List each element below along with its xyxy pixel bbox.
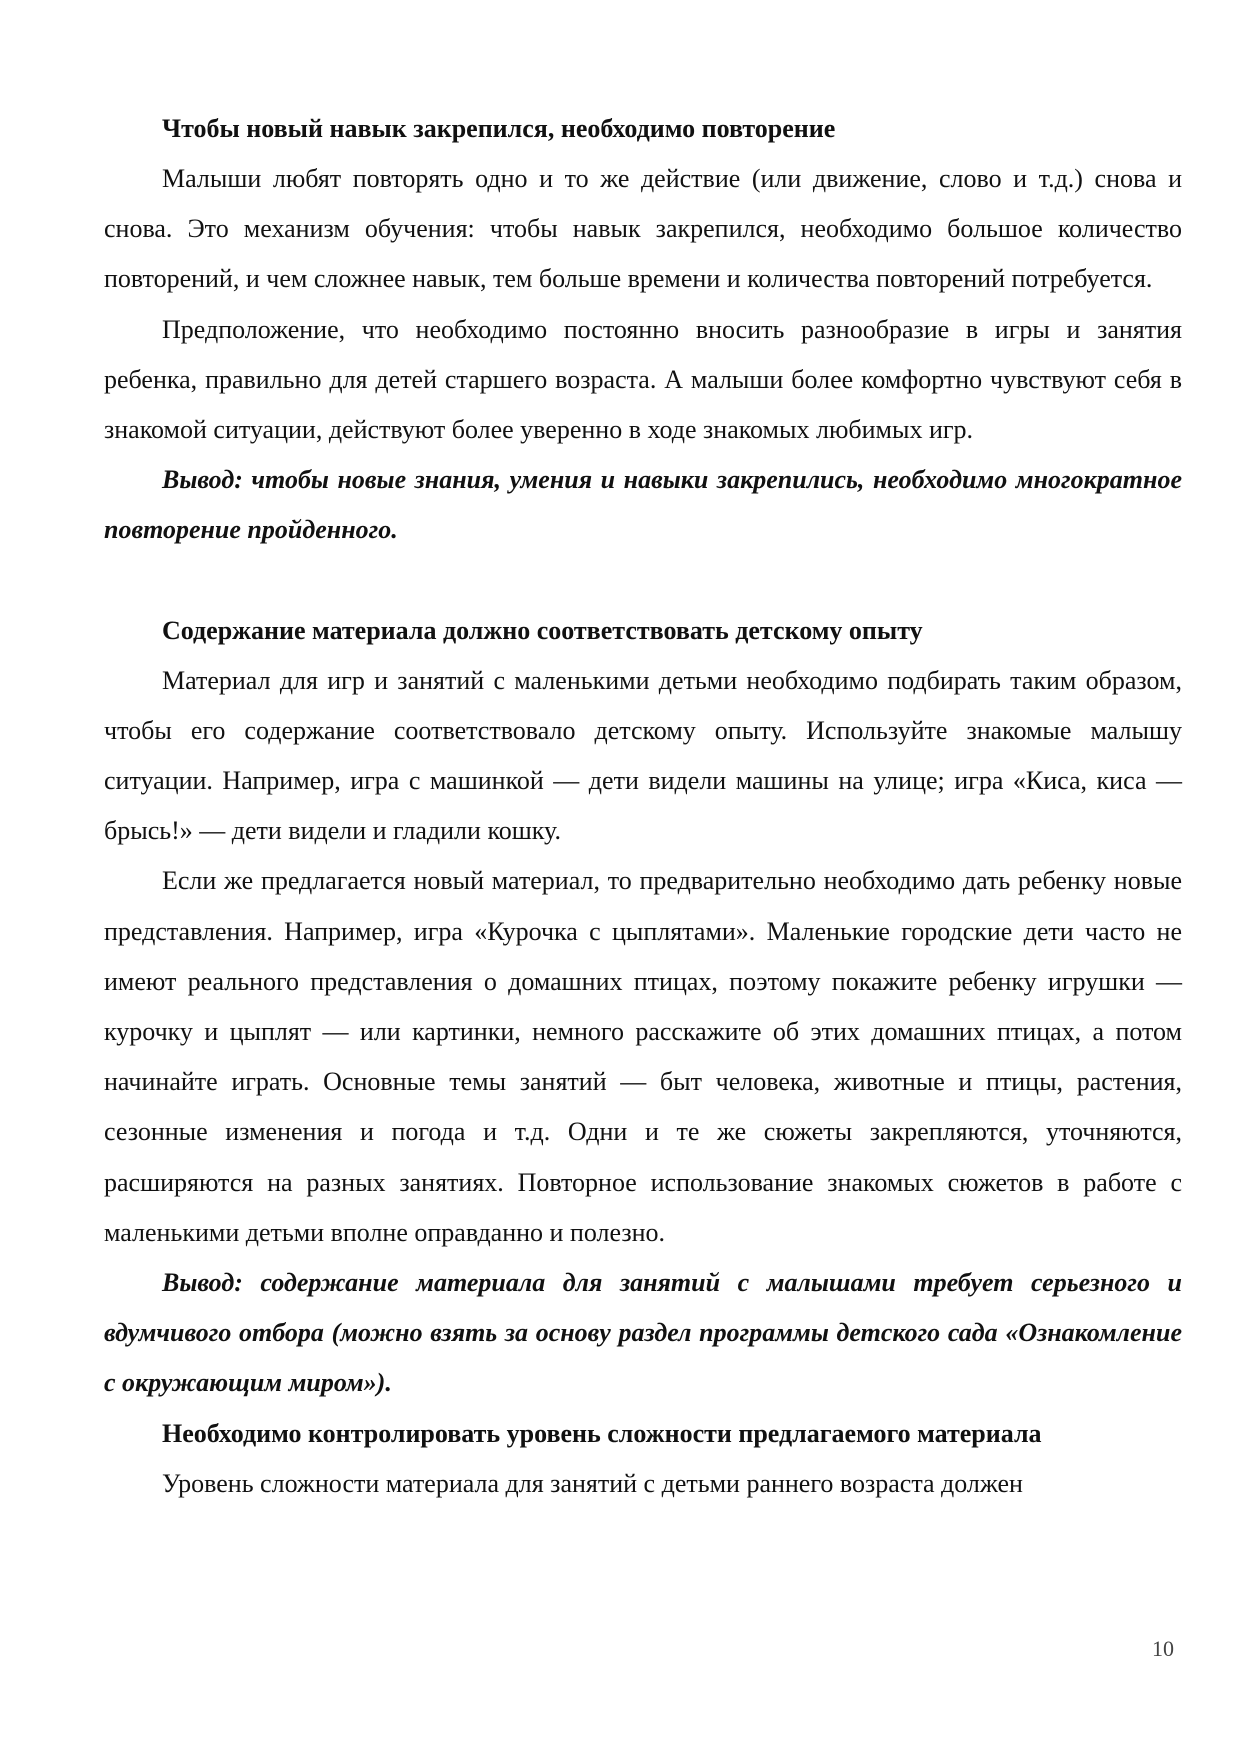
conclusion: Вывод: чтобы новые знания, умения и навыки закрепились, необходимо многократное повторение пройденного.: [104, 465, 1182, 545]
section-heading-difficulty-level: Необходимо контролировать уровень сложности предлагаемого материала: [162, 1418, 1042, 1448]
paragraph: Предположение, что необходимо постоянно вносить разнообразие в игры и занятия ребенка, правильно для детей старшего возраста. А малыши более комфортно чувствуют себя в знакомой ситуации, действуют более уверенно в ходе знакомых любимых игр.: [104, 314, 1182, 445]
paragraph: Уровень сложности материала для занятий с детьми раннего возраста должен: [162, 1468, 1023, 1498]
section-heading-repetition: Чтобы новый навык закрепился, необходимо повторение: [162, 114, 836, 143]
paragraph: Если же предлагается новый материал, то предварительно необходимо дать ребенку новые представления. Например, игра «Курочка с цыплятами». Маленькие городские дети часто не имеют реального представления о домашних птицах, поэтому покажите ребенку игрушки — курочку и цыплят — или картинки, немного расскажите об этих домашних птицах, а потом начинайте играть. Основные темы занятий — быт человека, животные и птицы, растения, сезонные изменения и погода и т.д. Одни и те же сюжеты закрепляются, уточняются, расширяются на разных занятиях. Повторное использование знакомых сюжетов в работе с маленькими детьми вполне оправданно и полезно.: [104, 866, 1182, 1247]
paragraph: Материал для игр и занятий с маленькими детьми необходимо подбирать таким образом, чтобы его содержание соответствовало детскому опыту. Используйте знакомые малышу ситуации. Например, игра с машинкой — дети видели машины на улице; игра «Киса, киса — брысь!» — дети видели и гладили кошку.: [104, 665, 1182, 846]
page-number: 10: [1152, 1636, 1174, 1661]
section-spacer: [104, 556, 1182, 606]
page-content: [104, 104, 1182, 1509]
paragraph: Малыши любят повторять одно и то же действие (или движение, слово и т.д.) снова и снова. Это механизм обучения: чтобы навык закрепился, необходимо большое количество повторений, и чем сложнее навык, тем больше времени и количества повторений потребуется.: [104, 164, 1182, 294]
section-heading-content-experience: Содержание материала должно соответствовать детскому опыту: [162, 615, 923, 645]
conclusion: Вывод: содержание материала для занятий с малышами требует серьезного и вдумчивого отбора (можно взять за основу раздел программы детского сада «Ознакомление с окружающим миром»).: [104, 1268, 1182, 1398]
